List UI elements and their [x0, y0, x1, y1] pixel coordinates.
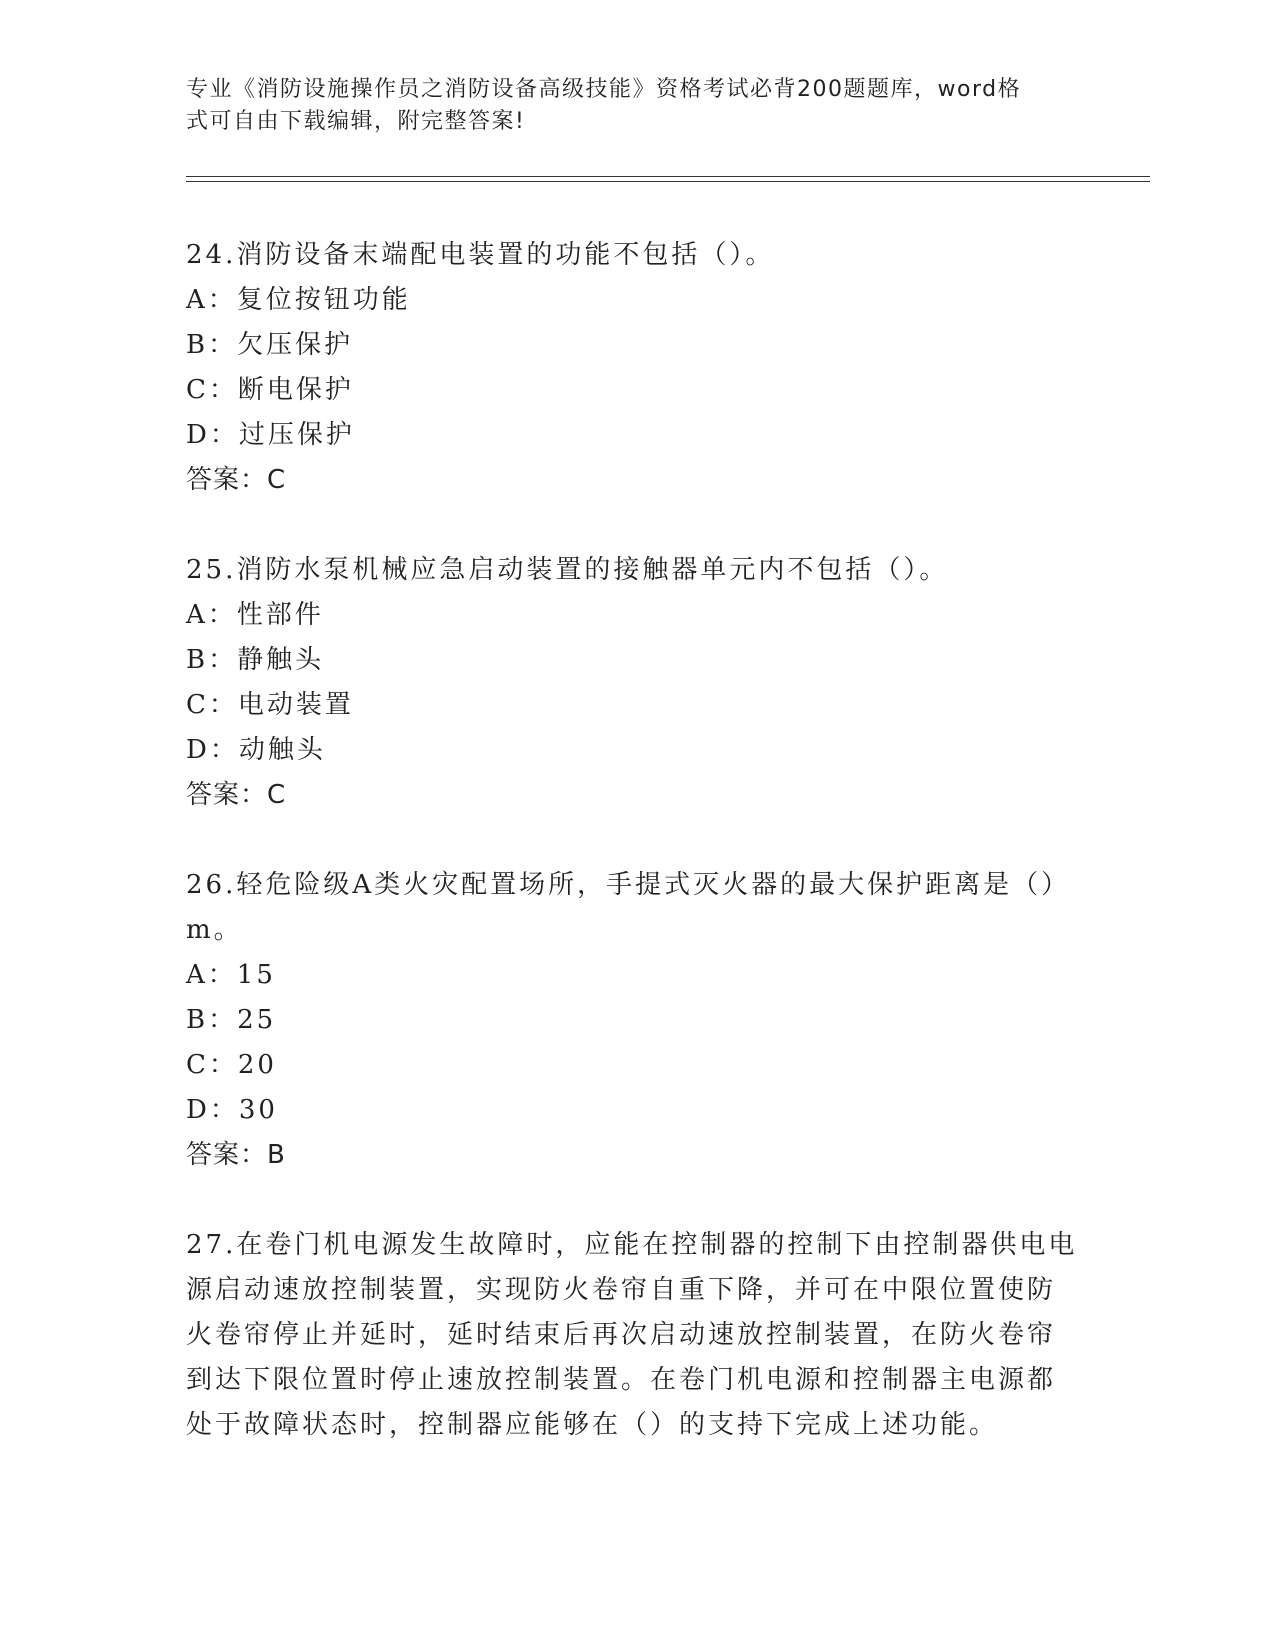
question-stem-line-1: 26.轻危险级A类火灾配置场所，手提式灭火器的最大保护距离是（）	[186, 870, 1071, 900]
question-27	[186, 1223, 1078, 1448]
option-c: C：20	[186, 1050, 277, 1080]
header-line-1: 专业《消防设施操作员之消防设备高级技能》资格考试必背200题题库，word格	[186, 77, 1022, 102]
header-divider	[186, 176, 1150, 182]
question-24	[186, 233, 1066, 503]
question-spacer	[186, 1178, 1066, 1223]
question-25	[186, 548, 1066, 818]
question-stem-line-2: m。	[186, 915, 243, 945]
question-stem-line-5: 处于故障状态时，控制器应能够在（）的支持下完成上述功能。	[186, 1410, 999, 1440]
document-header	[186, 74, 1066, 138]
question-stem: 24.消防设备末端配电装置的功能不包括（）。	[186, 240, 775, 270]
question-stem: 25.消防水泵机械应急启动装置的接触器单元内不包括（）。	[186, 555, 949, 585]
option-d: D：30	[186, 1095, 278, 1125]
question-stem-line-1: 27.在卷门机电源发生故障时，应能在控制器的控制下由控制器供电电	[186, 1230, 1078, 1260]
option-b: B：静触头	[186, 645, 325, 675]
question-spacer	[186, 818, 1066, 863]
question-stem-line-3: 火卷帘停止并延时，延时结束后再次启动速放控制装置，在防火卷帘	[186, 1320, 1057, 1350]
answer-label: 答案：B	[186, 1140, 286, 1170]
answer-label: 答案：C	[186, 780, 287, 810]
header-line-2: 式可自由下载编辑，附完整答案!	[186, 109, 526, 134]
option-d: D：动触头	[186, 735, 326, 765]
option-b: B：欠压保护	[186, 330, 354, 360]
option-a: A：15	[186, 960, 276, 990]
answer-label: 答案：C	[186, 465, 287, 495]
option-b: B：25	[186, 1005, 277, 1035]
option-a: A：复位按钮功能	[186, 285, 411, 315]
question-stem-line-4: 到达下限位置时停止速放控制装置。在卷门机电源和控制器主电源都	[186, 1365, 1057, 1395]
option-c: C：断电保护	[186, 375, 354, 405]
option-c: C：电动装置	[186, 690, 354, 720]
option-d: D：过压保护	[186, 420, 355, 450]
question-spacer	[186, 503, 1066, 548]
option-a: A：性部件	[186, 600, 324, 630]
question-stem-line-2: 源启动速放控制装置，实现防火卷帘自重下降，并可在中限位置使防	[186, 1275, 1057, 1305]
question-list	[186, 233, 1078, 1448]
question-26	[186, 863, 1071, 1178]
